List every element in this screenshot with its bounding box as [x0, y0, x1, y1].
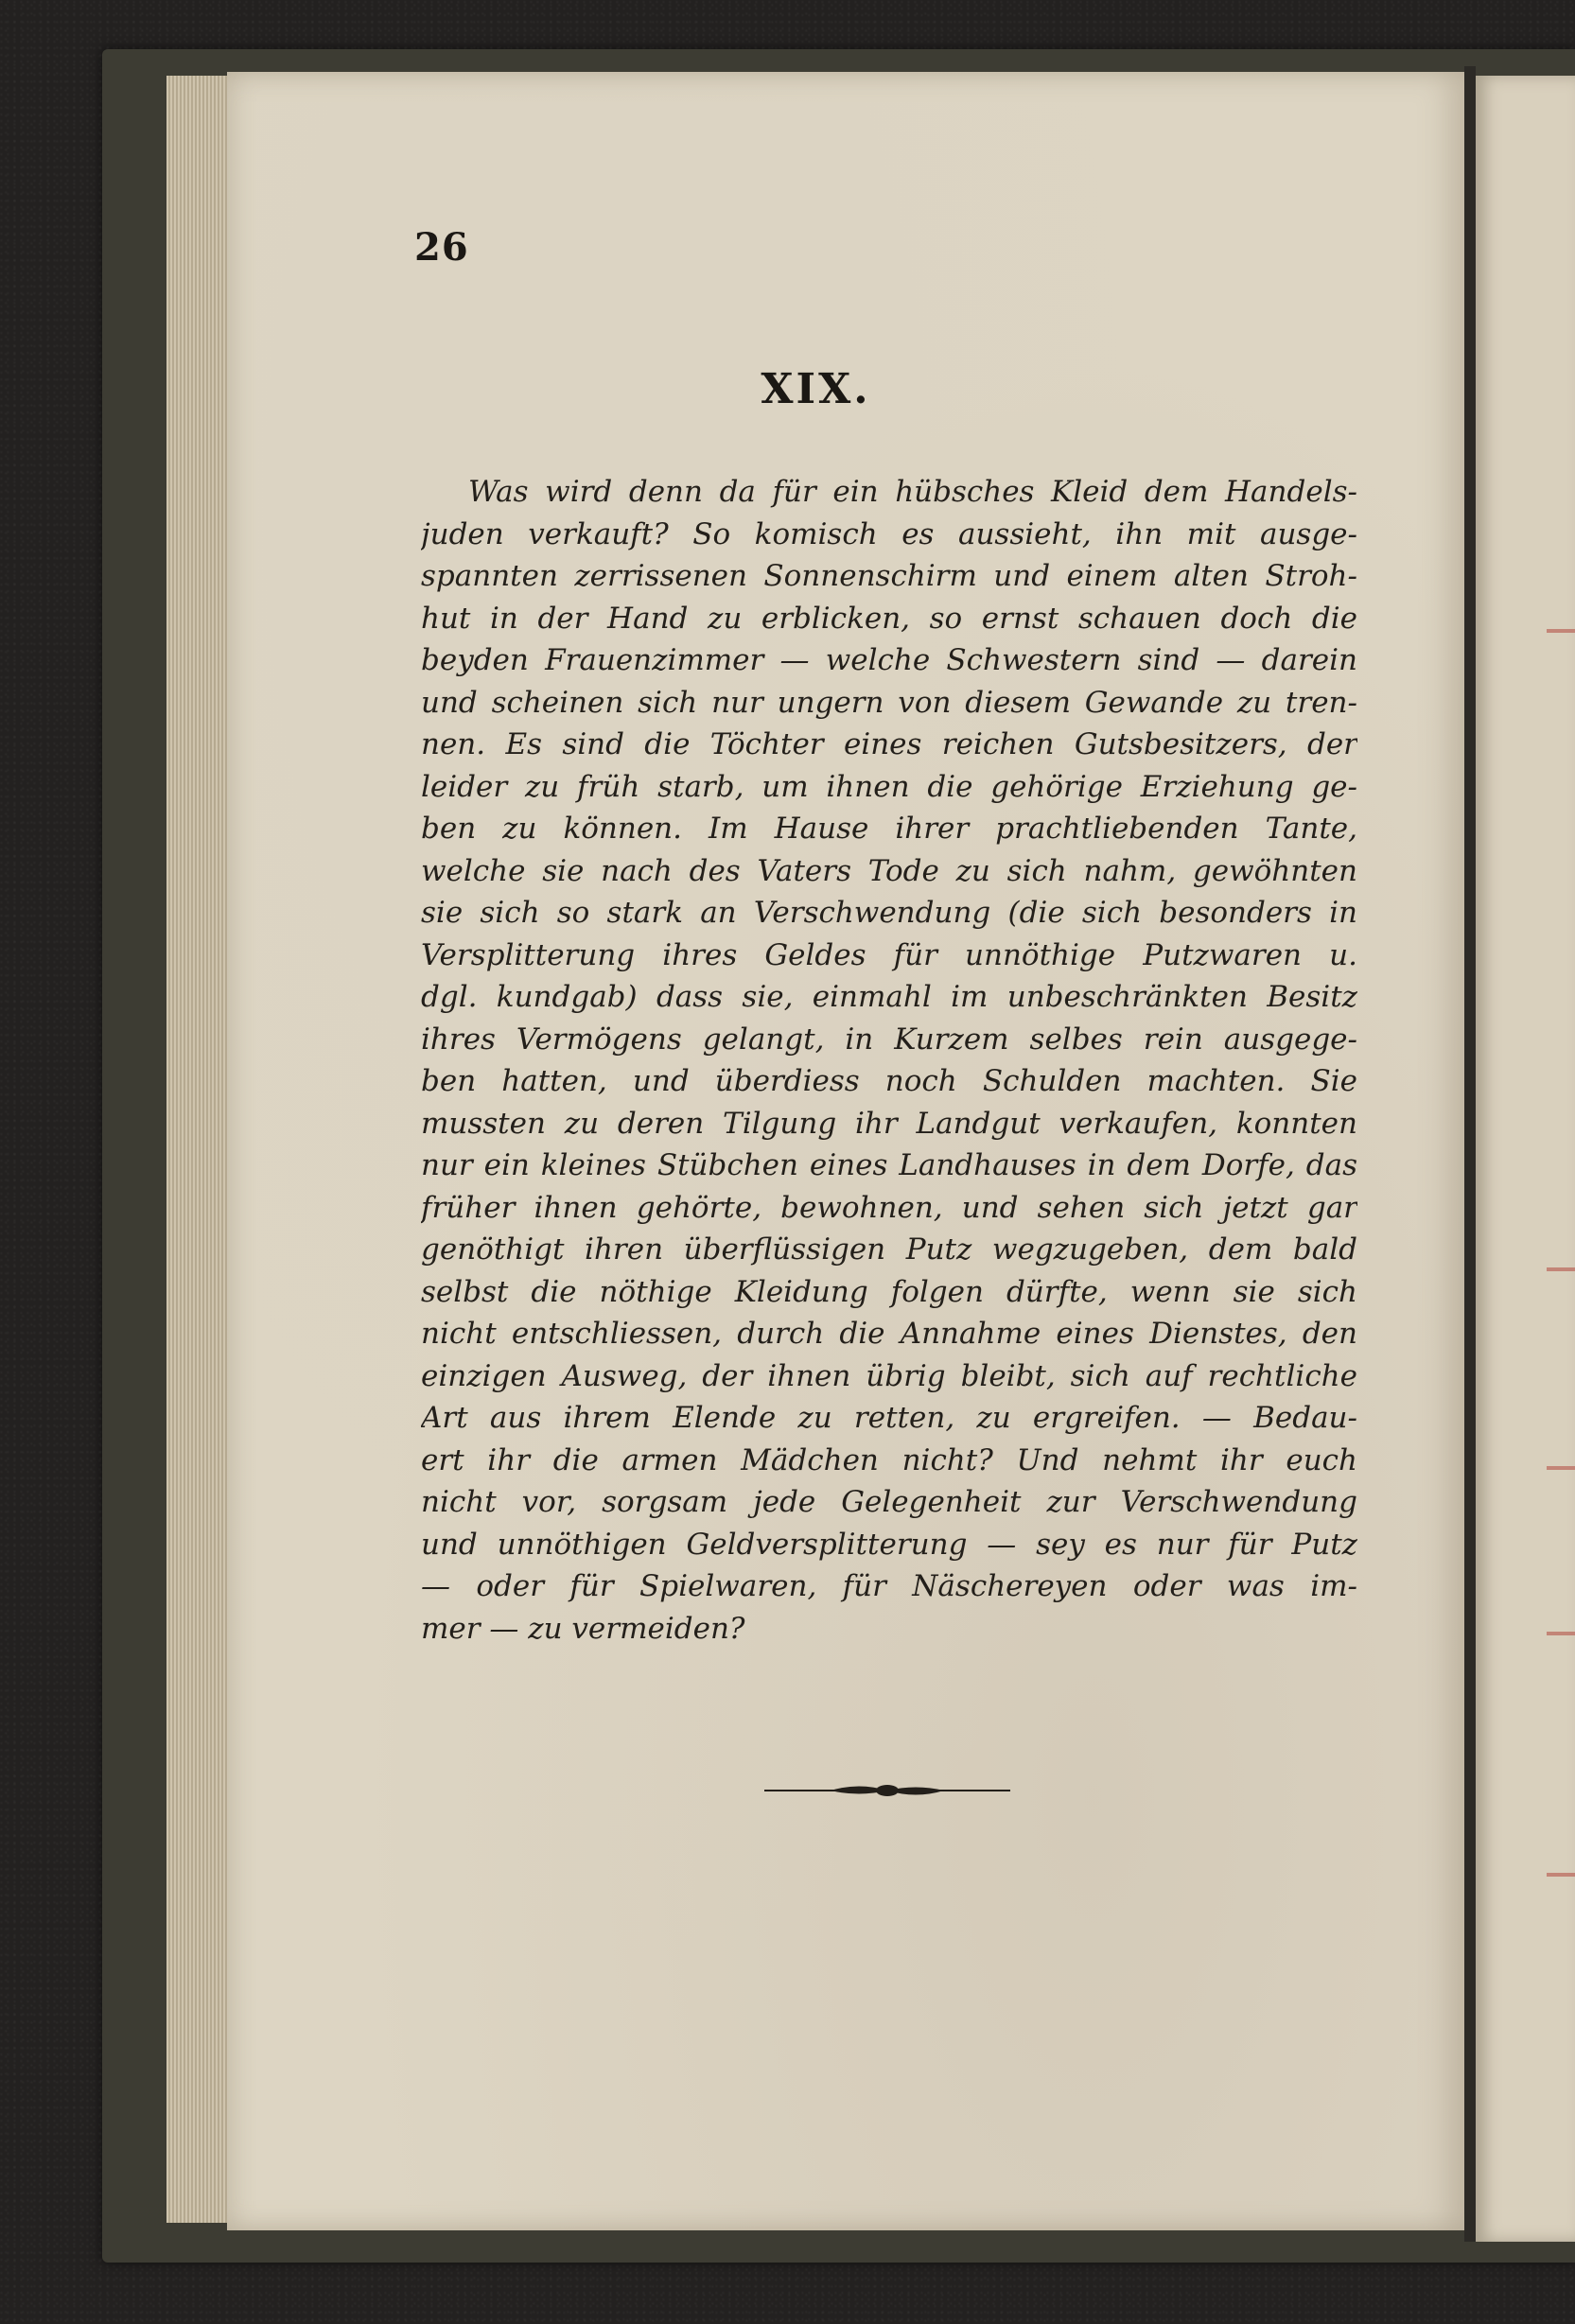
body-text	[421, 471, 1357, 1650]
text-line: leider zu früh starb, um ihnen die gehörige Erziehung ge-	[421, 769, 1357, 804]
text-line: sie sich so stark an Verschwendung (die sich besonders in	[421, 896, 1357, 930]
text-line: Art aus ihrem Elende zu retten, zu ergreifen. — Bedau-	[421, 1401, 1357, 1435]
text-line: dgl. kundgab) dass sie, einmahl im unbeschränkten Besitz	[421, 980, 1357, 1014]
text-line: spannten zerrissenen Sonnenschirm und einem alten Stroh-	[421, 559, 1357, 593]
text-line: nicht entschliessen, durch die Annahme eines Dienstes, den	[421, 1317, 1357, 1351]
stain-mark	[1547, 1466, 1575, 1470]
text-line: früher ihnen gehörte, bewohnen, und sehen sich jetzt gar	[421, 1190, 1357, 1225]
text-line: nen. Es sind die Töchter eines reichen Gutsbesitzers, der	[421, 727, 1357, 761]
stain-mark	[1547, 1873, 1575, 1877]
text-line: Was wird denn da für ein hübsches Kleid dem Handels-	[468, 475, 1357, 509]
page-number: 26	[414, 225, 469, 270]
text-line: genöthigt ihren überflüssigen Putz wegzugeben, dem bald	[421, 1232, 1357, 1267]
stain-mark	[1547, 1632, 1575, 1635]
text-line: einzigen Ausweg, der ihnen übrig bleibt, sich auf rechtliche	[421, 1358, 1357, 1393]
text-line: juden verkauft? So komisch es aussieht, ihn mit ausge-	[421, 516, 1357, 551]
text-line: beyden Frauenzimmer — welche Schwestern sind — darein	[421, 643, 1357, 677]
chapter-heading: XIX.	[761, 365, 871, 413]
stain-mark	[1547, 1267, 1575, 1271]
text-line: ben zu können. Im Hause ihrer prachtliebenden Tante,	[421, 812, 1357, 846]
text-line: ben hatten, und überdiess noch Schulden machten. Sie	[421, 1064, 1357, 1098]
stain-mark	[1547, 629, 1575, 633]
text-line: hut in der Hand zu erblicken, so ernst schauen doch die	[421, 601, 1357, 636]
text-line: welche sie nach des Vaters Tode zu sich nahm, gewöhnten	[421, 853, 1357, 888]
text-line: mer — zu vermeiden?	[421, 1611, 745, 1646]
text-line: ert ihr die armen Mädchen nicht? Und nehmt ihr euch	[421, 1442, 1357, 1477]
text-line: und scheinen sich nur ungern von diesem Gewande zu tren-	[421, 685, 1357, 720]
text-line: ihres Vermögens gelangt, in Kurzem selbes rein ausgege-	[421, 1022, 1357, 1057]
text-line: und unnöthigen Geldversplitterung — sey es nur für Putz	[421, 1527, 1357, 1562]
text-line: Versplitterung ihres Geldes für unnöthige Putzwaren u.	[421, 937, 1357, 972]
text-line: nicht vor, sorgsam jede Gelegenheit zur Verschwendung	[421, 1485, 1357, 1519]
text-line: — oder für Spielwaren, für Näschereyen oder was im-	[421, 1569, 1357, 1603]
text-line: selbst die nöthige Kleidung folgen dürfte, wenn sie sich	[421, 1274, 1357, 1309]
decorative-rule-icon	[764, 1776, 1010, 1805]
text-line: nur ein kleines Stübchen eines Landhauses in dem Dorfe, das	[421, 1148, 1357, 1182]
text-line: mussten zu deren Tilgung ihr Landgut verkaufen, konnten	[421, 1106, 1357, 1141]
